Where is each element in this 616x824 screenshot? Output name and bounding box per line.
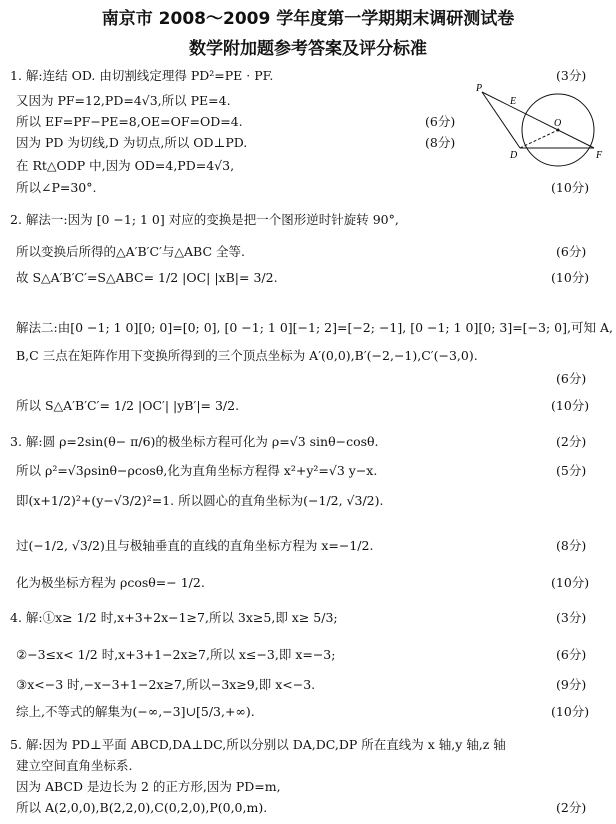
- solution-line: 即(x+1/2)²+(y−√3/2)²=1. 所以圆心的直角坐标为(−1/2, √3/2).: [16, 493, 384, 508]
- label-P: P: [476, 83, 483, 94]
- score-points: (10分): [551, 270, 590, 285]
- solution-line: 在 Rt△ODP 中,因为 OD=4,PD=4√3,: [16, 158, 235, 173]
- solution-line: 所以 EF=PF−PE=8,OE=OF=OD=4.: [16, 114, 243, 129]
- score-points: (5分): [556, 463, 587, 478]
- solution-line: 所以 ρ²=√3ρsinθ−ρcosθ,化为直角坐标方程得 x²+y²=√3 y−x.: [16, 463, 378, 478]
- solution-line: 建立空间直角坐标系.: [16, 758, 133, 773]
- score-points: (8分): [556, 538, 587, 553]
- score-points: (2分): [556, 434, 587, 449]
- score-points: (10分): [551, 180, 590, 195]
- label-O: O: [554, 118, 562, 129]
- score-points: (10分): [551, 704, 590, 719]
- page-title: 南京市 2008～2009 学年度第一学期期末调研测试卷: [101, 9, 515, 29]
- solution-line: 所以变换后所得的△A′B′C′与△ABC 全等.: [16, 244, 245, 259]
- score-points: (8分): [425, 135, 456, 150]
- solution-line: 故 S△A′B′C′=S△ABC= 1/2 |OC| |xB|= 3/2.: [16, 270, 278, 285]
- solution-line: 综上,不等式的解集为(−∞,−3]∪[5/3,+∞).: [16, 704, 255, 719]
- solution-line: 过(−1/2, √3/2)且与极轴垂直的直线的直角坐标方程为 x=−1/2.: [16, 538, 374, 553]
- score-points: (6分): [556, 371, 587, 386]
- solution-line: B,C 三点在矩阵作用下变换所得到的三个顶点坐标为 A′(0,0),B′(−2,−1),C′(−3,0).: [16, 348, 478, 363]
- radius-line: [520, 130, 558, 148]
- solution-line: 又因为 PF=12,PD=4√3,所以 PE=4.: [16, 93, 231, 108]
- solution-line: ②−3≤x< 1/2 时,x+3+1−2x≥7,所以 x≤−3,即 x=−3;: [16, 647, 336, 662]
- solution-line: ③x<−3 时,−x−3+1−2x≥7,所以−3x≥9,即 x<−3.: [16, 677, 316, 692]
- solution-line: 3. 解:圆 ρ=2sin(θ− π/6)的极坐标方程可化为 ρ=√3 sinθ−cosθ.: [10, 434, 379, 449]
- solution-line: 化为极坐标方程为 ρcosθ=− 1/2.: [16, 575, 205, 590]
- solution-line: 解法二:由[0 −1; 1 0][0; 0]=[0; 0], [0 −1; 1 0][−1; 2]=[−2; −1], [0 −1; 1 0][0; 3]=[−3; 0],可知 A,: [16, 320, 613, 335]
- score-points: (6分): [556, 647, 587, 662]
- score-points: (10分): [551, 575, 590, 590]
- label-E: E: [510, 96, 517, 107]
- solution-line: 因为 ABCD 是边长为 2 的正方形,因为 PD=m,: [16, 779, 281, 794]
- label-F: F: [596, 150, 603, 161]
- score-points: (10分): [551, 398, 590, 413]
- solution-line: 所以 A(2,0,0),B(2,2,0),C(0,2,0),P(0,0,m).: [16, 800, 268, 815]
- score-points: (6分): [425, 114, 456, 129]
- solution-line: 1. 解:连结 OD. 由切割线定理得 PD²=PE · PF.: [10, 68, 274, 83]
- solution-line: 4. 解:①x≥ 1/2 时,x+3+2x−1≥7,所以 3x≥5,即 x≥ 5/3;: [10, 610, 338, 625]
- solution-line: 5. 解:因为 PD⊥平面 ABCD,DA⊥DC,所以分别以 DA,DC,DP 所在直线为 x 轴,y 轴,z 轴: [10, 737, 506, 752]
- score-points: (6分): [556, 244, 587, 259]
- score-points: (2分): [556, 800, 587, 815]
- score-points: (3分): [556, 68, 587, 83]
- score-points: (9分): [556, 677, 587, 692]
- label-D: D: [510, 150, 518, 161]
- score-points: (3分): [556, 610, 587, 625]
- solution-line: 所以 S△A′B′C′= 1/2 |OC′| |yB′|= 3/2.: [16, 398, 240, 413]
- page-subtitle: 数学附加题参考答案及评分标准: [189, 39, 427, 59]
- circle-tangent-diagram: [474, 82, 606, 172]
- solution-line: 2. 解法一:因为 [0 −1; 1 0] 对应的变换是把一个图形逆时针旋转 90°,: [10, 212, 399, 227]
- solution-line: 因为 PD 为切线,D 为切点,所以 OD⊥PD.: [16, 135, 248, 150]
- solution-line: 所以∠P=30°.: [16, 180, 97, 195]
